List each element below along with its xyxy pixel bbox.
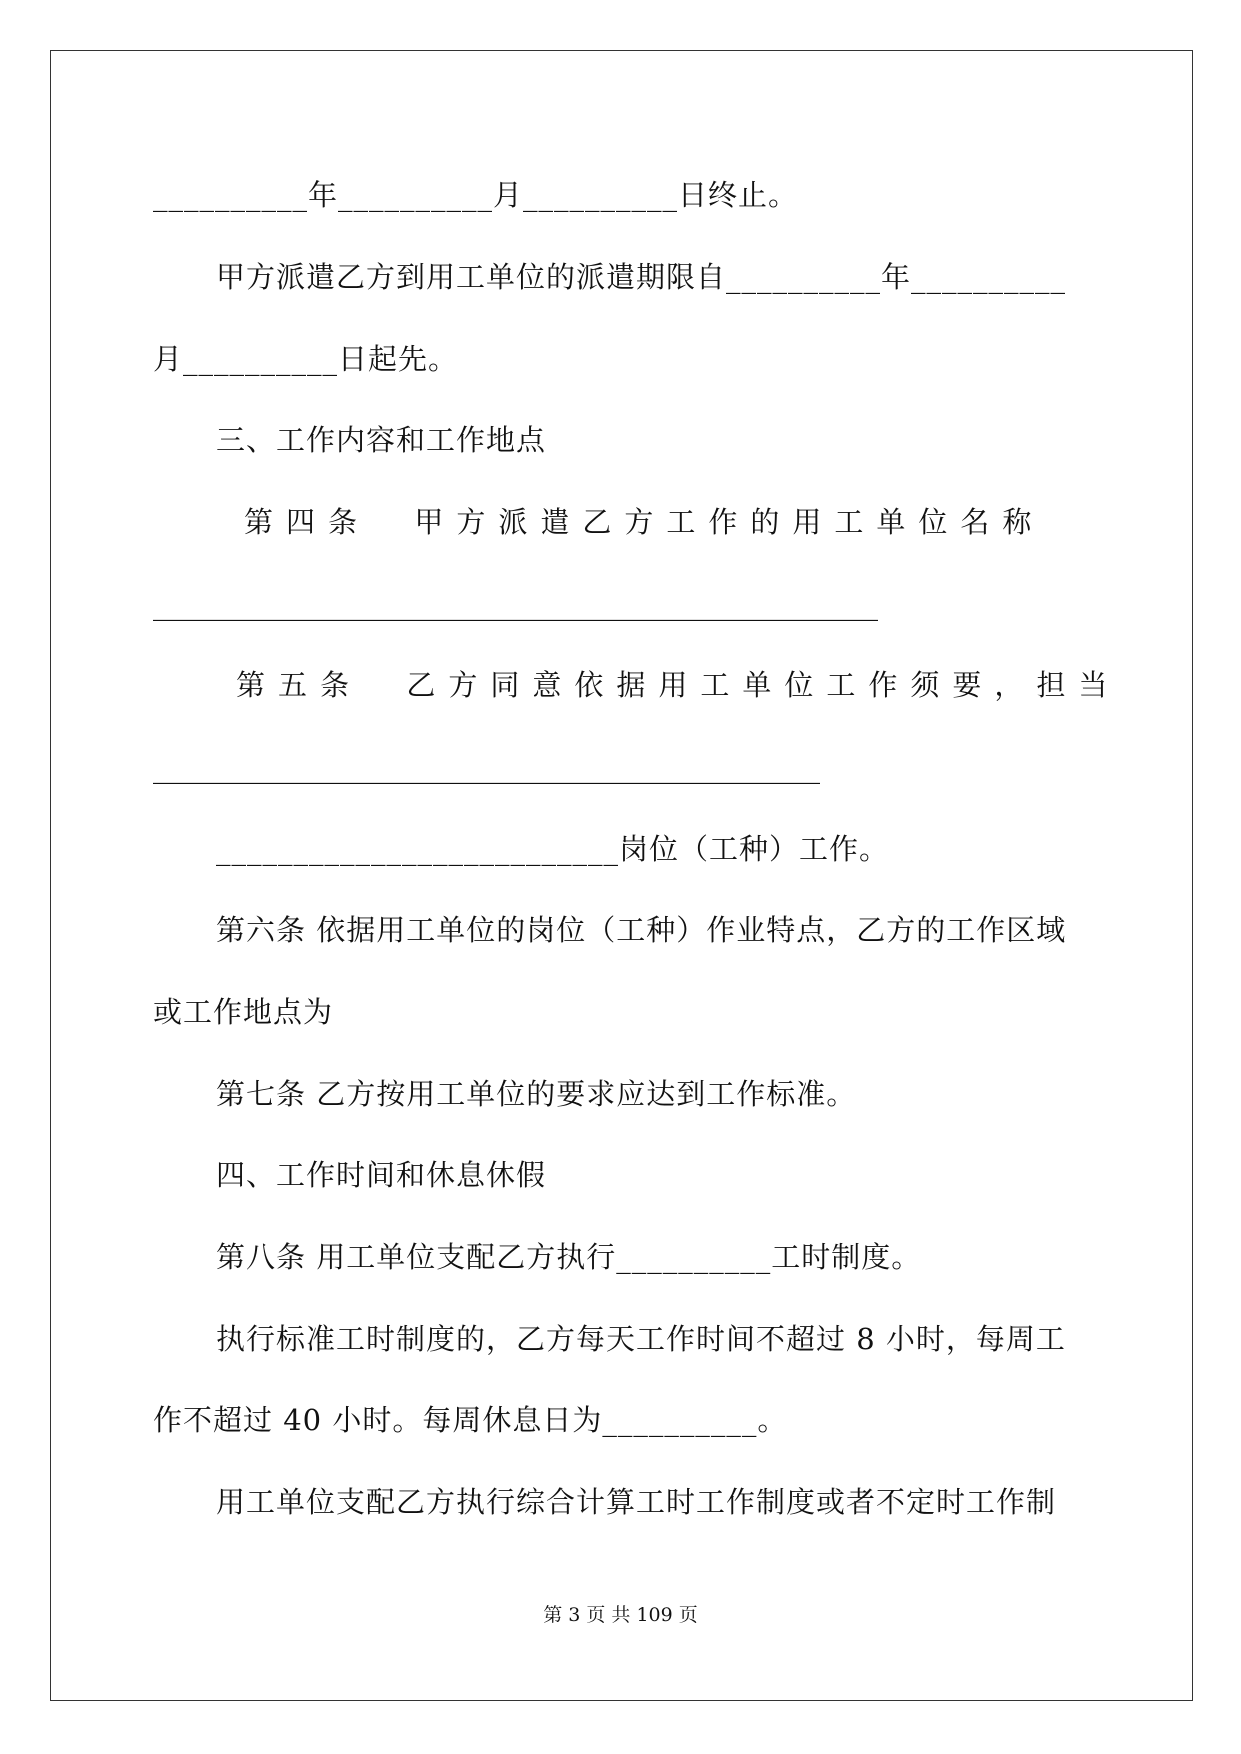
text-line-post: __________________________岗位（工种）工作。 bbox=[216, 832, 890, 866]
blank-line-1: __________________________________________________ bbox=[153, 587, 878, 621]
article-8: 第八条 用工单位支配乙方执行__________工时制度。 bbox=[216, 1240, 922, 1274]
page-footer: 第 3 页 共 109 页 bbox=[543, 1604, 698, 1626]
article-7: 第七条 乙方按用工单位的要求应达到工作标准。 bbox=[216, 1077, 857, 1111]
blank-line-2: ______________________________________________ bbox=[153, 750, 820, 784]
text-line-3: 月__________日起先。 bbox=[153, 342, 459, 376]
text-line-weekly: 作不超过 40 小时。每周休息日为__________。 bbox=[153, 1403, 788, 1437]
text-line-location: 或工作地点为 bbox=[153, 995, 334, 1029]
text-line-2: 甲方派遣乙方到用工单位的派遣期限自__________年__________ bbox=[216, 260, 1067, 294]
section-heading-4: 四、工作时间和休息休假 bbox=[216, 1158, 547, 1192]
article-6: 第六条 依据用工单位的岗位（工种）作业特点，乙方的工作区域 bbox=[216, 913, 1067, 947]
article-5: 第五条 乙方同意依据用工单位工作须要，担当 bbox=[236, 668, 1121, 702]
page-border bbox=[50, 50, 1193, 1701]
text-line-comprehensive: 用工单位支配乙方执行综合计算工时工作制度或者不定时工作制 bbox=[216, 1485, 1057, 1519]
text-line-standard-hours: 执行标准工时制度的，乙方每天工作时间不超过 8 小时，每周工 bbox=[216, 1322, 1066, 1356]
text-line-1: __________年__________月__________日终止。 bbox=[153, 178, 799, 212]
section-heading-3: 三、工作内容和工作地点 bbox=[216, 423, 547, 457]
article-4: 第四条 甲方派遣乙方工作的用工单位名称 bbox=[244, 505, 1045, 539]
